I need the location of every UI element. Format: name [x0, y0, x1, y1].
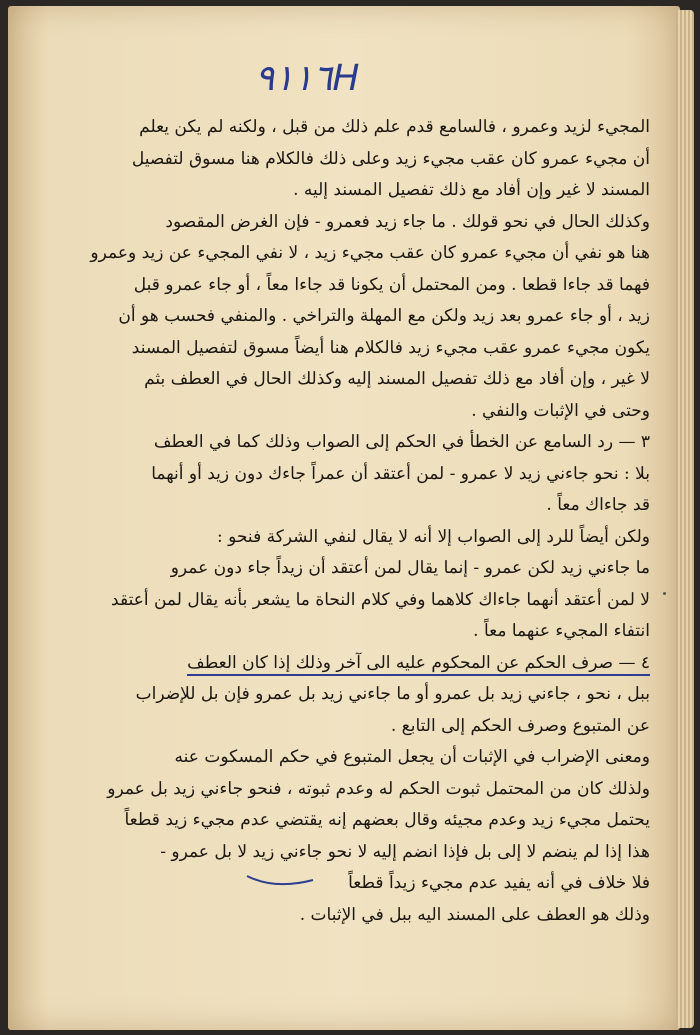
text-line: ومعنى الإضراب في الإثبات أن يجعل المتبوع في حكم المسكوت عنه [174, 747, 650, 767]
text-line: عن المتبوع وصرف الحكم إلى التابع . [390, 715, 650, 736]
text-line: زيد ، أو جاء عمرو بعد زيد ولكن مع المهلة والتراخي . والمنفي فحسب هو أن [118, 306, 650, 326]
paragraph-1 [50, 112, 650, 207]
catalog-number-handwritten: ٩١١٦H [255, 58, 361, 99]
text-line: لا لمن أعتقد أنهما جاءاك كلاهما وفي كلام النحاة ما يشعر بأنه يقال لمن أعتقد [111, 589, 650, 610]
ink-arc-mark [245, 872, 315, 892]
paragraph-3 [50, 427, 650, 522]
text-line: وذلك هو العطف على المسند اليه ببل في الإثبات . [299, 904, 650, 925]
paragraph-5 [50, 648, 650, 743]
text-line: ٣ — رد السامع عن الخطأ في الحكم إلى الصواب وذلك كما في العطف [153, 432, 650, 452]
text-line: قد جاءاك معاً . [546, 495, 650, 515]
paragraph-2 [50, 207, 650, 428]
text-line: فهما قد جاءا قطعا . ومن المحتمل أن يكونا قد جاءا معاً ، أو جاء عمرو قبل [133, 274, 650, 295]
text-line: المجيء لزيد وعمرو ، فالسامع قدم علم ذلك من قبل ، ولكنه لم يكن يعلم [139, 117, 650, 137]
text-line: ولكن أيضاً للرد إلى الصواب إلا أنه لا يقال لنفي الشركة فنحو : [217, 526, 650, 547]
paragraph-4 [50, 522, 650, 648]
paragraph-6 [50, 742, 650, 931]
text-line: انتفاء المجيء عنهما معاً . [473, 621, 650, 641]
text-line: بلا : نحو جاءني زيد لا عمرو - لمن أعتقد أن عمراً جاءك دون زيد أو أنهما [151, 463, 650, 484]
page-edges [676, 10, 694, 1028]
ink-dot [663, 592, 666, 595]
ink-underline: ٤ — صرف الحكم عن المحكوم عليه الى آخر وذلك إذا كان العطف [187, 653, 650, 676]
text-line: لا غير ، وإن أفاد مع ذلك تفصيل المسند إليه وكذلك الحال في العطف بثم [144, 369, 650, 389]
text-line: وكذلك الحال في نحو قولك . ما جاء زيد فعمرو - فإن الغرض المقصود [165, 211, 650, 232]
text-line: وحتى في الإثبات والنفي . [471, 400, 650, 421]
text-line: أن مجيء عمرو كان عقب مجيء زيد وعلى ذلك فالكلام هنا مسوق لتفصيل [131, 148, 650, 169]
body-text [50, 112, 650, 931]
text-line: ما جاءني زيد لكن عمرو - إنما يقال لمن أعتقد أن زيداً جاء دون عمرو [170, 558, 650, 578]
text-line: يكون مجيء عمرو عقب مجيء زيد فالكلام هنا أيضاً مسوق لتفصيل المسند [131, 337, 650, 358]
text-line: ببل ، نحو ، جاءني زيد بل عمرو أو ما جاءني زيد بل عمرو فإن بل للإضراب [135, 684, 650, 704]
text-line: هنا هو نفي أن مجيء عمرو كان عقب مجيء زيد ، لا نفي المجيء عن زيد وعمرو [90, 243, 650, 263]
text-line-underlined [50, 648, 650, 680]
text-line: فلا خلاف في أنه يفيد عدم مجيء زيداً قطعاً [348, 873, 650, 893]
text-line: المسند لا غير وإن أفاد مع ذلك تفصيل المسند إليه . [293, 180, 650, 200]
text-line: يحتمل مجيء زيد وعدم مجيئه وقال بعضهم إنه يقتضي عدم مجيء زيد قطعاً [124, 810, 650, 830]
text-line: هذا إذا لم ينضم لا إلى بل فإذا انضم إليه لا نحو جاءني زيد لا بل عمرو - [160, 841, 650, 862]
text-line: ولذلك كان من المحتمل ثبوت الحكم له وعدم ثبوته ، فنحو جاءني زيد بل عمرو [107, 778, 650, 799]
